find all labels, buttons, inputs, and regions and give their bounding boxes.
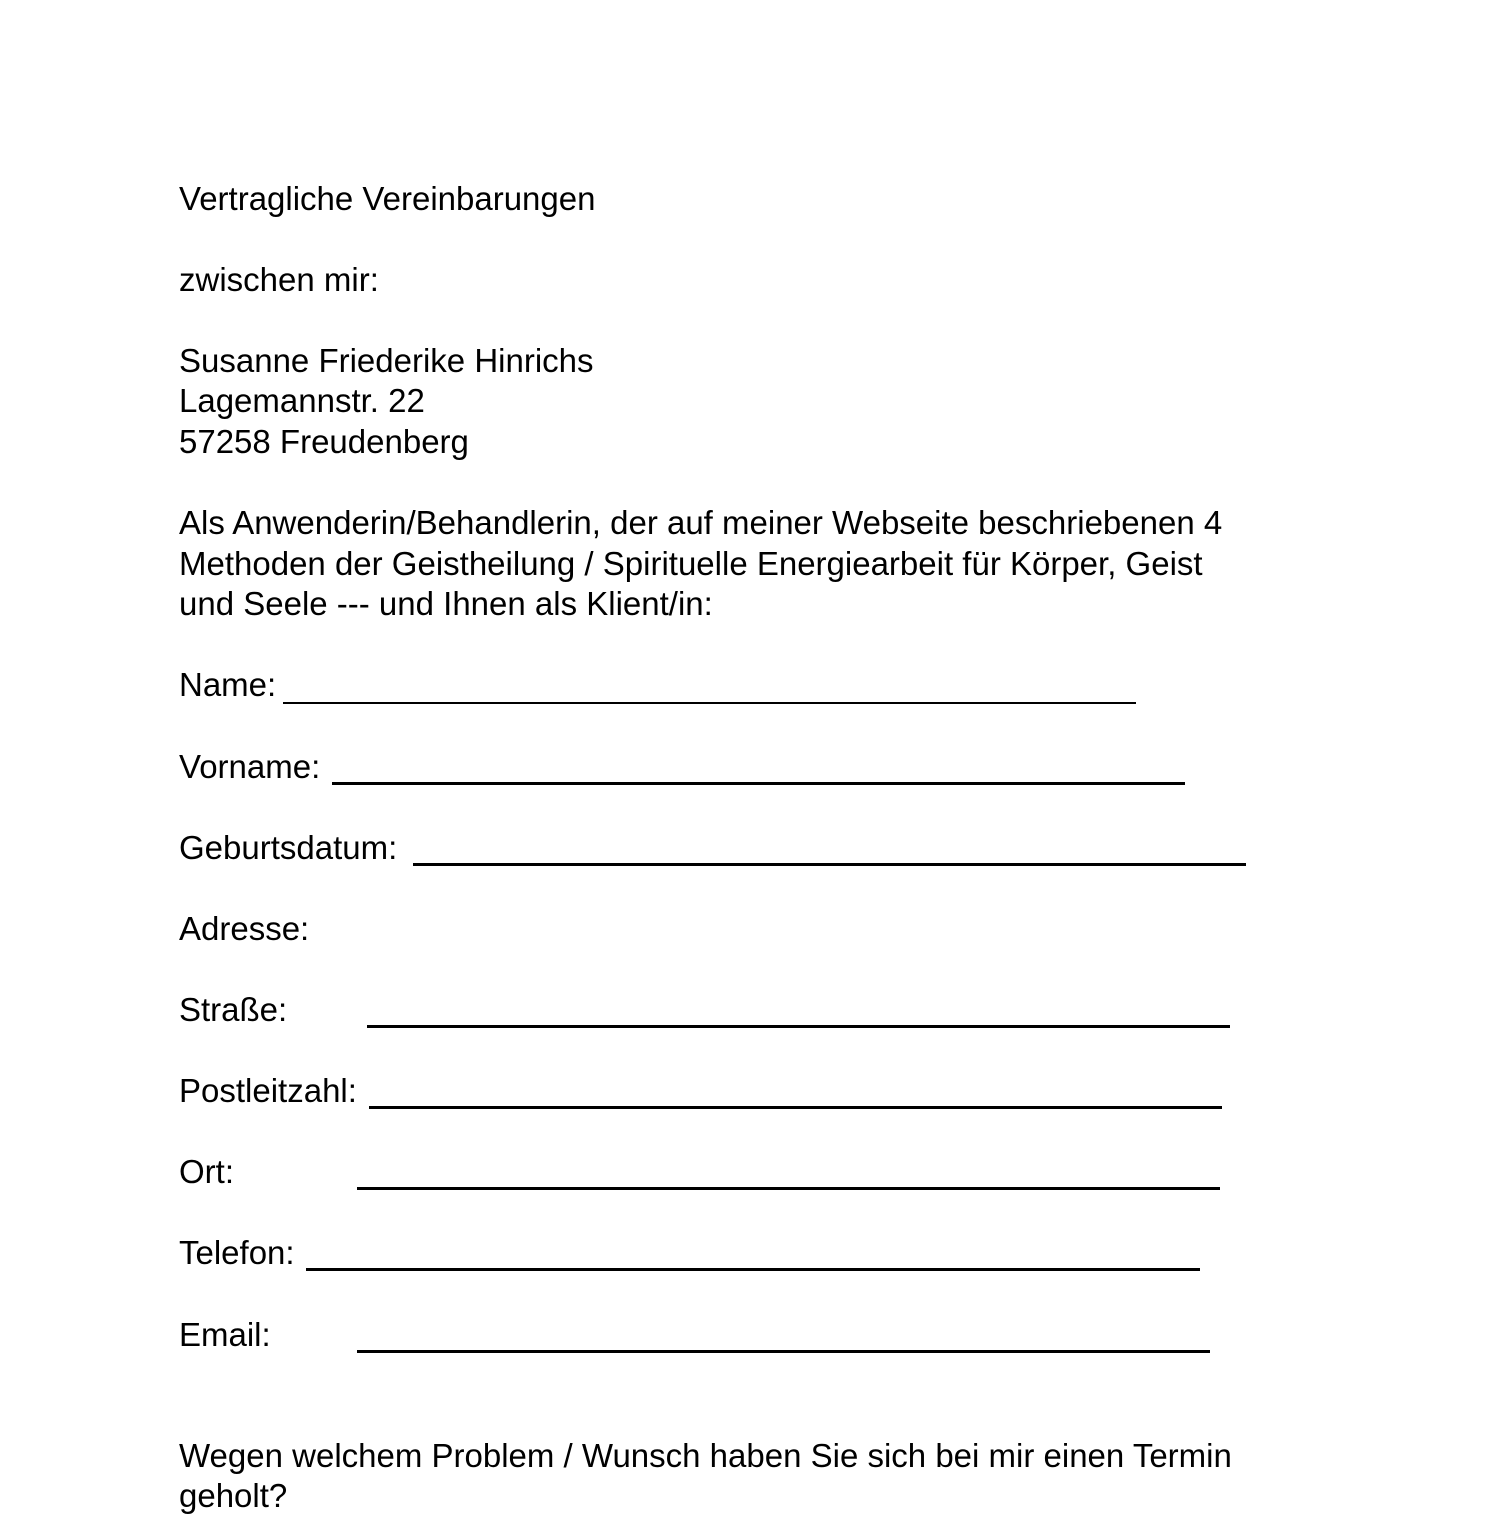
document-title: Vertragliche Vereinbarungen [179,180,596,217]
email-label: Email: [179,1316,271,1353]
geburtsdatum-field-line[interactable] [413,863,1246,866]
intro-line: und Seele --- und Ihnen als Klient/in: [179,585,713,622]
strasse-label: Straße: [179,991,288,1028]
ort-label: Ort: [179,1153,234,1190]
strasse-field-line[interactable] [367,1025,1230,1028]
question-line: geholt? [179,1477,288,1514]
provider-street: Lagemannstr. 22 [179,382,425,419]
name-label: Name: [179,666,277,703]
provider-name: Susanne Friederike Hinrichs [179,342,594,379]
telefon-field-line[interactable] [306,1268,1200,1271]
adresse-label: Adresse: [179,910,310,947]
postleitzahl-field-line[interactable] [369,1106,1222,1109]
intro-line: Als Anwenderin/Behandlerin, der auf meiner Webseite beschriebenen 4 [179,504,1223,541]
question-line: Wegen welchem Problem / Wunsch haben Sie sich bei mir einen Termin [179,1437,1232,1474]
vorname-field-line[interactable] [332,782,1185,785]
vorname-label: Vorname: [179,748,321,785]
between-label: zwischen mir: [179,261,379,298]
ort-field-line[interactable] [357,1187,1220,1190]
postleitzahl-label: Postleitzahl: [179,1072,357,1109]
intro-line: Methoden der Geistheilung / Spirituelle Energiearbeit für Körper, Geist [179,545,1203,582]
telefon-label: Telefon: [179,1234,295,1271]
geburtsdatum-label: Geburtsdatum: [179,829,398,866]
provider-city: 57258 Freudenberg [179,423,469,460]
email-field-line[interactable] [357,1350,1210,1353]
name-field-line[interactable] [283,702,1136,704]
